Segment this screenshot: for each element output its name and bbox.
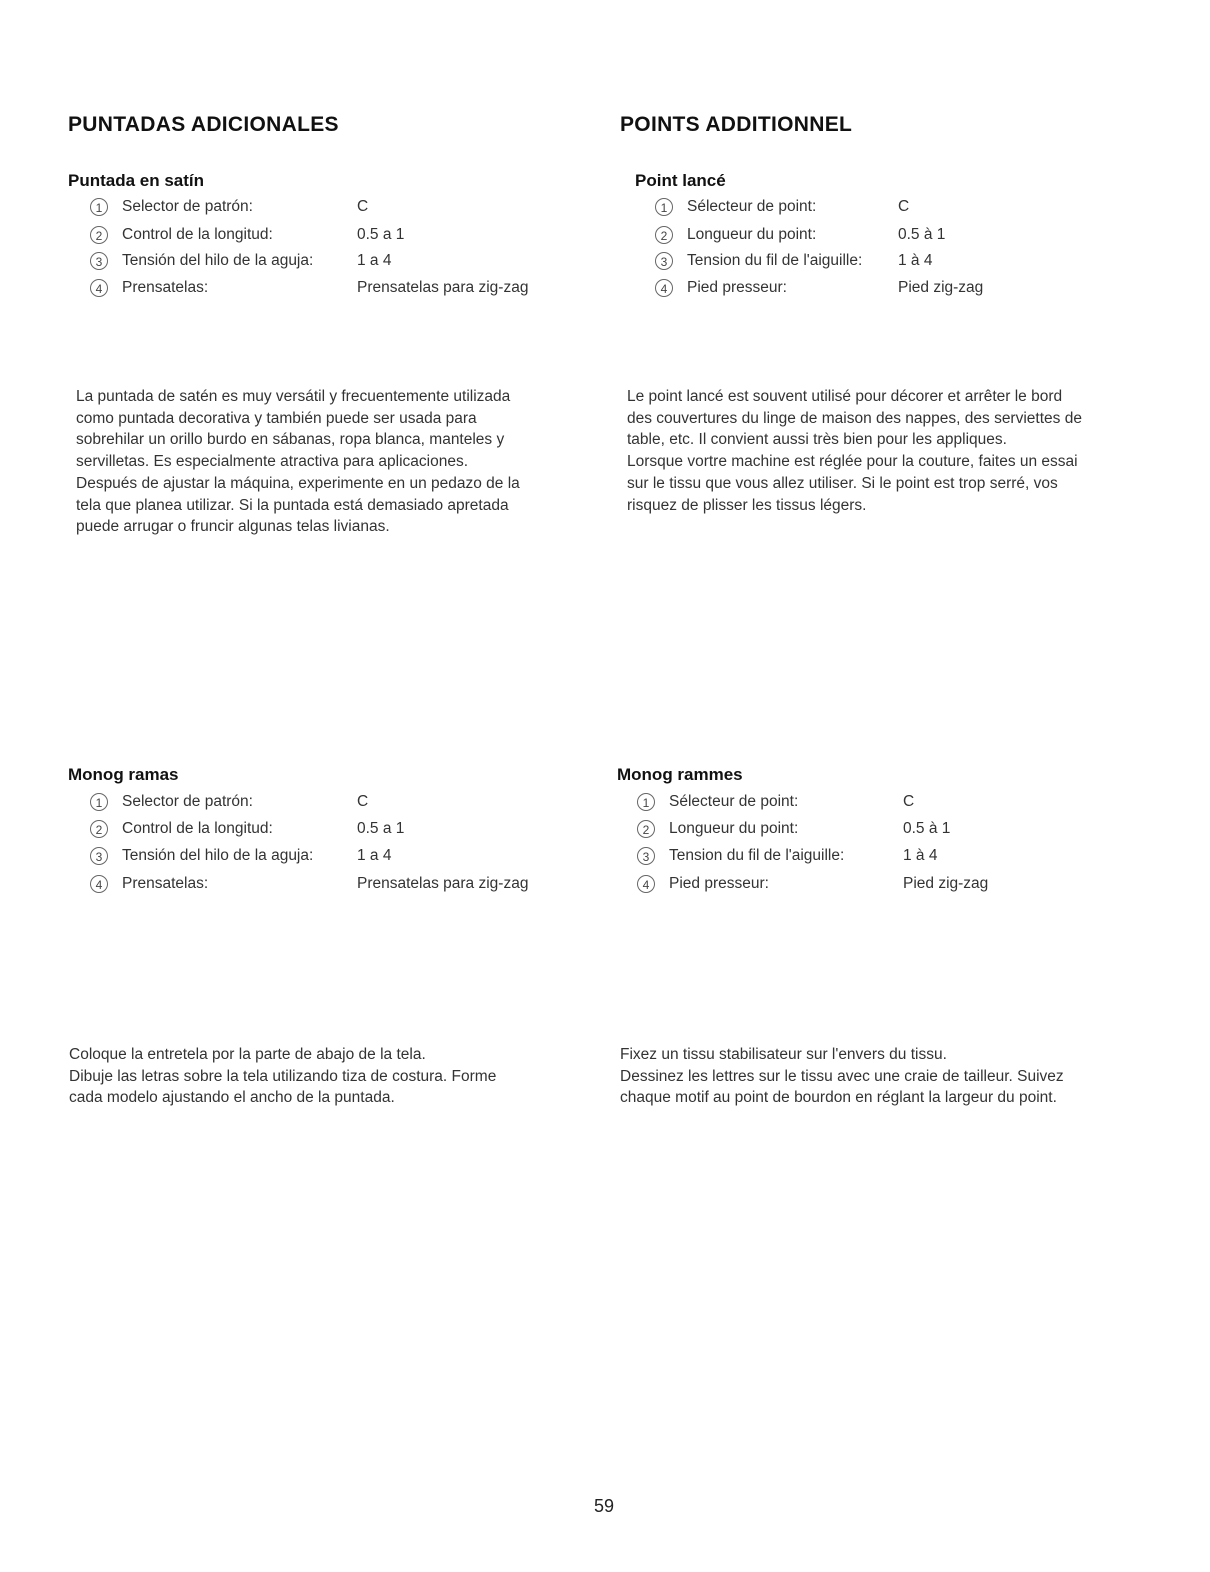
paragraph-line: cada modelo ajustando el ancho de la puntada. xyxy=(69,1089,395,1107)
setting-value: 1 à 4 xyxy=(898,252,933,269)
heading-spanish: PUNTADAS ADICIONALES xyxy=(68,113,339,136)
circled-number-icon: 4 xyxy=(90,279,108,297)
setting-label: Pied presseur: xyxy=(669,875,769,892)
setting-value: 0.5 a 1 xyxy=(357,820,405,837)
circled-number-icon: 1 xyxy=(90,198,108,216)
paragraph-line: puede arrugar o fruncir algunas telas livianas. xyxy=(76,518,390,536)
setting-label: Tension du fil de l'aiguille: xyxy=(687,252,863,269)
setting-value: Pied zig-zag xyxy=(898,279,984,296)
circled-number-icon: 1 xyxy=(655,198,673,216)
paragraph-line: sur le tissu que vous allez utiliser. Si le point est trop serré, vos xyxy=(627,474,1058,492)
circled-number-icon: 2 xyxy=(90,820,108,838)
setting-value: C xyxy=(903,793,915,810)
page-number: 59 xyxy=(594,1496,615,1516)
setting-value: 0.5 à 1 xyxy=(898,226,946,243)
paragraph-line: servilletas. Es especialmente atractiva para aplicaciones. xyxy=(76,453,468,471)
paragraph-line: Después de ajustar la máquina, experimente en un pedazo de la xyxy=(76,474,520,492)
setting-label: Selector de patrón: xyxy=(122,198,253,215)
setting-label: Control de la longitud: xyxy=(122,226,273,243)
setting-value: Prensatelas para zig-zag xyxy=(357,279,529,296)
setting-label: Pied presseur: xyxy=(687,279,787,296)
circled-number-icon: 2 xyxy=(90,226,108,244)
setting-value: C xyxy=(898,198,910,215)
paragraph-monogram-es xyxy=(69,1044,496,1109)
circled-number-icon: 2 xyxy=(655,226,673,244)
paragraph-line: Le point lancé est souvent utilisé pour décorer et arrêter le bord xyxy=(627,388,1063,405)
circled-number-icon: 1 xyxy=(90,793,108,811)
setting-label: Tension du fil de l'aiguille: xyxy=(669,847,845,864)
setting-value: C xyxy=(357,793,369,810)
setting-label: Sélecteur de point: xyxy=(669,793,799,810)
setting-value: 1 à 4 xyxy=(903,847,938,864)
paragraph-line: table, etc. Il convient aussi très bien pour les appliques. xyxy=(627,431,1007,449)
circled-number-icon: 1 xyxy=(637,793,655,811)
circled-number-icon: 3 xyxy=(655,252,673,270)
circled-number-icon: 2 xyxy=(637,820,655,838)
setting-label: Tensión del hilo de la aguja: xyxy=(122,847,314,864)
circled-number-icon: 3 xyxy=(90,252,108,270)
setting-value: 0.5 à 1 xyxy=(903,820,951,837)
setting-value: 1 a 4 xyxy=(357,847,392,864)
paragraph-satin-fr xyxy=(627,386,1082,516)
section-title-monogram-fr: Monog rammes xyxy=(617,765,743,784)
section-title-satin-es: Puntada en satín xyxy=(68,171,205,190)
paragraph-monogram-fr xyxy=(620,1044,1064,1109)
section-title-monogram-es: Monog ramas xyxy=(68,765,179,784)
section-title-satin-fr: Point lancé xyxy=(635,171,726,190)
paragraph-line: des couvertures du linge de maison des nappes, des serviettes de xyxy=(627,409,1082,427)
paragraph-line: Dessinez les lettres sur le tissu avec une craie de tailleur. Suivez xyxy=(620,1067,1064,1085)
setting-value: Pied zig-zag xyxy=(903,875,989,892)
circled-number-icon: 4 xyxy=(90,875,108,893)
paragraph-line: Fixez un tissu stabilisateur sur l'envers du tissu. xyxy=(620,1046,947,1063)
paragraph-line: Lorsque vortre machine est réglée pour la couture, faites un essai xyxy=(627,453,1078,471)
circled-number-icon: 4 xyxy=(637,875,655,893)
circled-number-icon: 3 xyxy=(90,847,108,865)
paragraph-line: tela que planea utilizar. Si la puntada está demasiado apretada xyxy=(76,496,509,514)
setting-label: Sélecteur de point: xyxy=(687,198,817,215)
setting-label: Control de la longitud: xyxy=(122,820,273,837)
paragraph-line: risquez de plisser les tissus légers. xyxy=(627,496,867,514)
setting-label: Prensatelas: xyxy=(122,875,209,892)
setting-label: Tensión del hilo de la aguja: xyxy=(122,252,314,269)
setting-label: Prensatelas: xyxy=(122,279,209,296)
paragraph-line: chaque motif au point de bourdon en réglant la largeur du point. xyxy=(620,1089,1057,1107)
setting-value: C xyxy=(357,198,369,215)
setting-label: Longueur du point: xyxy=(687,226,817,243)
setting-label: Selector de patrón: xyxy=(122,793,253,810)
circled-number-icon: 3 xyxy=(637,847,655,865)
setting-value: Prensatelas para zig-zag xyxy=(357,875,529,892)
setting-value: 1 a 4 xyxy=(357,252,392,269)
paragraph-line: Dibuje las letras sobre la tela utilizando tiza de costura. Forme xyxy=(69,1067,497,1085)
paragraph-line: Coloque la entretela por la parte de abajo de la tela. xyxy=(69,1046,426,1063)
paragraph-line: sobrehilar un orillo burdo en sábanas, ropa blanca, manteles y xyxy=(76,431,505,449)
setting-value: 0.5 a 1 xyxy=(357,226,405,243)
heading-french: POINTS ADDITIONNEL xyxy=(620,113,853,136)
circled-number-icon: 4 xyxy=(655,279,673,297)
paragraph-line: La puntada de satén es muy versátil y frecuentemente utilizada xyxy=(76,388,511,405)
paragraph-satin-es xyxy=(76,386,520,538)
paragraph-line: como puntada decorativa y también puede ser usada para xyxy=(76,409,477,427)
setting-label: Longueur du point: xyxy=(669,820,799,837)
